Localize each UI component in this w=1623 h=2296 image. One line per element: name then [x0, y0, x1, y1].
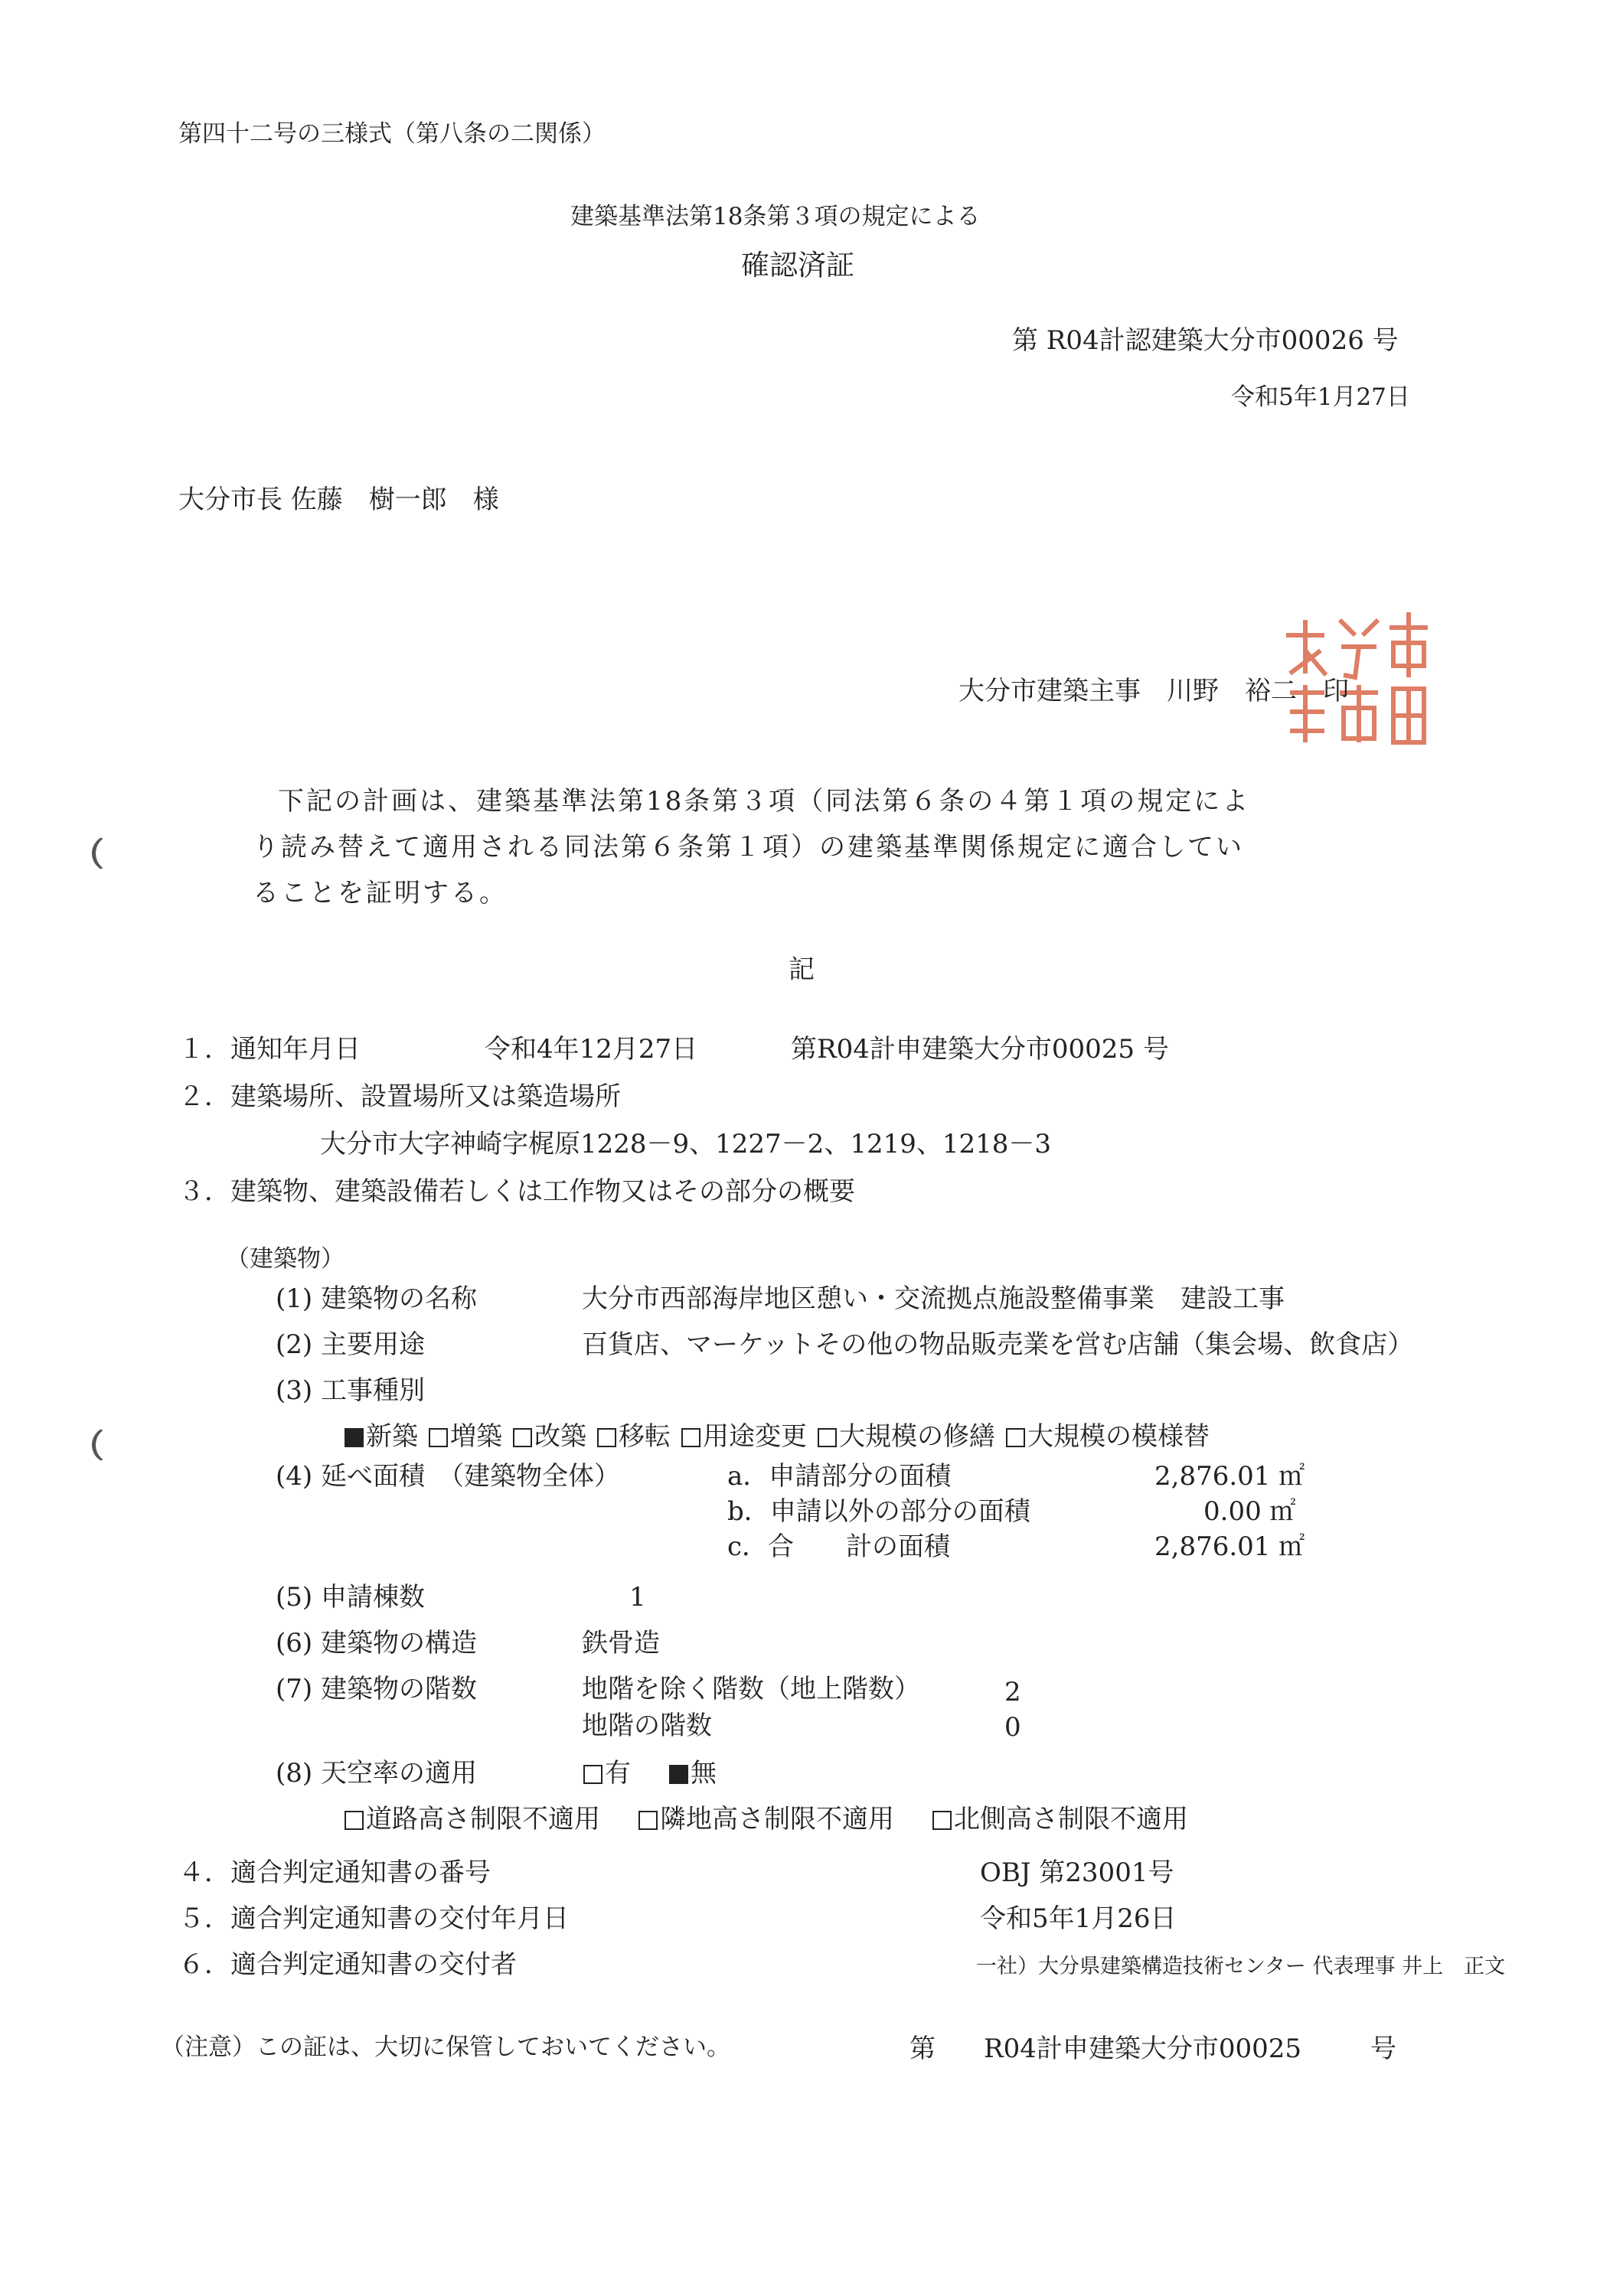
sub1-label: (1) 建築物の名称: [276, 1283, 477, 1314]
document-title: 確認済証: [741, 249, 854, 282]
option-label: 用途変更: [703, 1421, 807, 1452]
checkbox-icon: [818, 1428, 837, 1447]
option-label: 北側高さ制限不適用: [954, 1804, 1188, 1835]
area-row-c-label: c．合 計の面積: [727, 1531, 951, 1562]
checkbox-icon: [597, 1428, 616, 1447]
option-label: 大規模の模様替: [1027, 1421, 1210, 1452]
checkbox-icon: [1006, 1428, 1025, 1447]
sub8-label: (8) 天空率の適用: [276, 1758, 477, 1789]
ki-heading: 記: [789, 954, 815, 985]
sub4-label: (4) 延べ面積 （建築物全体）: [276, 1461, 620, 1492]
option-label: 隣地高さ制限不適用: [660, 1804, 894, 1835]
area-row-b-label: b．申請以外の部分の面積: [727, 1496, 1030, 1527]
sub1-value: 大分市西部海岸地区憩い・交流拠点施設整備事業 建設工事: [582, 1283, 1285, 1314]
floors-above-value: 2: [1004, 1677, 1021, 1707]
floors-above-label: 地階を除く階数（地上階数）: [582, 1674, 920, 1704]
building-header: （建築物）: [226, 1245, 345, 1273]
option-relocation[interactable]: [597, 1421, 671, 1452]
item6-label: ６．適合判定通知書の交付者: [178, 1949, 517, 1980]
form-header: 第四十二号の三様式（第八条の二関係）: [178, 120, 606, 148]
area-row-c-value: 2,876.01 ㎡: [1154, 1531, 1305, 1562]
option-sky-no[interactable]: [669, 1758, 717, 1789]
punch-hole-bottom: [92, 1426, 132, 1464]
option-road-height[interactable]: [345, 1804, 600, 1835]
footer-number: R04計申建築大分市00025: [984, 2033, 1302, 2064]
footer-prefix: 第: [909, 2033, 936, 2064]
certificate-number: 第 R04計認建築大分市00026 号: [1012, 325, 1399, 356]
checkbox-checked-icon: [345, 1428, 364, 1447]
body-line-3: ることを証明する。: [253, 878, 508, 908]
sub5-label: (5) 申請棟数: [276, 1582, 425, 1613]
option-label: 道路高さ制限不適用: [366, 1804, 600, 1835]
title-line1: 建築基準法第18条第３項の規定による: [570, 203, 981, 230]
sub5-value: 1: [629, 1582, 646, 1613]
item5-value: 令和5年1月26日: [980, 1903, 1177, 1934]
sub2-value: 百貨店、マーケットその他の物品販売業を営む店舗（集会場、飲食店）: [582, 1329, 1414, 1360]
punch-hole-top: [92, 834, 132, 872]
sub6-label: (6) 建築物の構造: [276, 1628, 477, 1658]
option-extension[interactable]: [429, 1421, 502, 1452]
option-label: 増築: [450, 1421, 502, 1452]
item1-number: 第R04計申建築大分市00025 号: [791, 1034, 1169, 1065]
item2-label: ２．建築場所、設置場所又は築造場所: [178, 1081, 621, 1112]
item1-date: 令和4年12月27日: [485, 1034, 698, 1065]
checkbox-icon: [638, 1811, 658, 1830]
item5-label: ５．適合判定通知書の交付年月日: [178, 1903, 569, 1934]
sub6-value: 鉄骨造: [582, 1628, 660, 1658]
sub2-label: (2) 主要用途: [276, 1329, 425, 1360]
area-row-a-label: a．申請部分の面積: [727, 1461, 952, 1492]
checkbox-checked-icon: [669, 1765, 688, 1784]
item2-value: 大分市大字神崎字梶原1228－9、1227－2、1219、1218－3: [320, 1129, 1052, 1159]
sub3-label: (3) 工事種別: [276, 1375, 425, 1406]
floors-below-label: 地階の階数: [582, 1711, 712, 1741]
checkbox-icon: [429, 1428, 448, 1447]
sub7-label: (7) 建築物の階数: [276, 1674, 477, 1704]
option-north-height[interactable]: [932, 1804, 1188, 1835]
option-label: 改築: [534, 1421, 586, 1452]
checkbox-icon: [932, 1811, 952, 1830]
sky-factor-options: [583, 1758, 727, 1789]
option-label: 無: [691, 1758, 717, 1789]
issue-date: 令和5年1月27日: [1231, 383, 1410, 411]
option-use-change[interactable]: [681, 1421, 807, 1452]
item1-label: １．通知年月日: [178, 1034, 361, 1065]
item4-value: OBJ 第23001号: [980, 1857, 1174, 1888]
option-new-construction[interactable]: [345, 1421, 418, 1452]
option-major-remodel[interactable]: [1006, 1421, 1210, 1452]
option-sky-yes[interactable]: [583, 1758, 631, 1789]
option-label: 新築: [366, 1421, 418, 1452]
area-row-b-value: 0.00 ㎡: [1203, 1496, 1296, 1527]
area-row-a-value: 2,876.01 ㎡: [1154, 1461, 1305, 1492]
item6-value: 一社）大分県建築構造技術センター 代表理事 井上 正文: [976, 1955, 1506, 1978]
checkbox-icon: [513, 1428, 532, 1447]
option-major-repair[interactable]: [818, 1421, 995, 1452]
checkbox-icon: [583, 1765, 603, 1784]
option-label: 移転: [619, 1421, 671, 1452]
issuer: 大分市建築主事 川野 裕二 印: [958, 676, 1349, 706]
body-line-2: り読み替えて適用される同法第６条第１項）の建築基準関係規定に適合してい: [253, 832, 1244, 863]
construction-type-options: [345, 1421, 1210, 1452]
checkbox-icon: [681, 1428, 700, 1447]
item3-label: ３．建築物、建築設備若しくは工作物又はその部分の概要: [178, 1176, 855, 1207]
option-adjacent-height[interactable]: [638, 1804, 894, 1835]
option-reconstruction[interactable]: [513, 1421, 586, 1452]
checkbox-icon: [345, 1811, 364, 1830]
note: （注意）この証は、大切に保管しておいてください。: [161, 2033, 730, 2061]
addressee: 大分市長 佐藤 樹一郎 様: [178, 484, 499, 515]
floors-below-value: 0: [1004, 1712, 1021, 1743]
body-line-1: 下記の計画は、建築基準法第18条第３項（同法第６条の４第１項の規定によ: [278, 786, 1251, 817]
item4-label: ４．適合判定通知書の番号: [178, 1857, 491, 1888]
height-restriction-options: [345, 1804, 1188, 1835]
footer-suffix: 号: [1370, 2033, 1396, 2064]
option-label: 有: [605, 1758, 631, 1789]
option-label: 大規模の修繕: [839, 1421, 995, 1452]
